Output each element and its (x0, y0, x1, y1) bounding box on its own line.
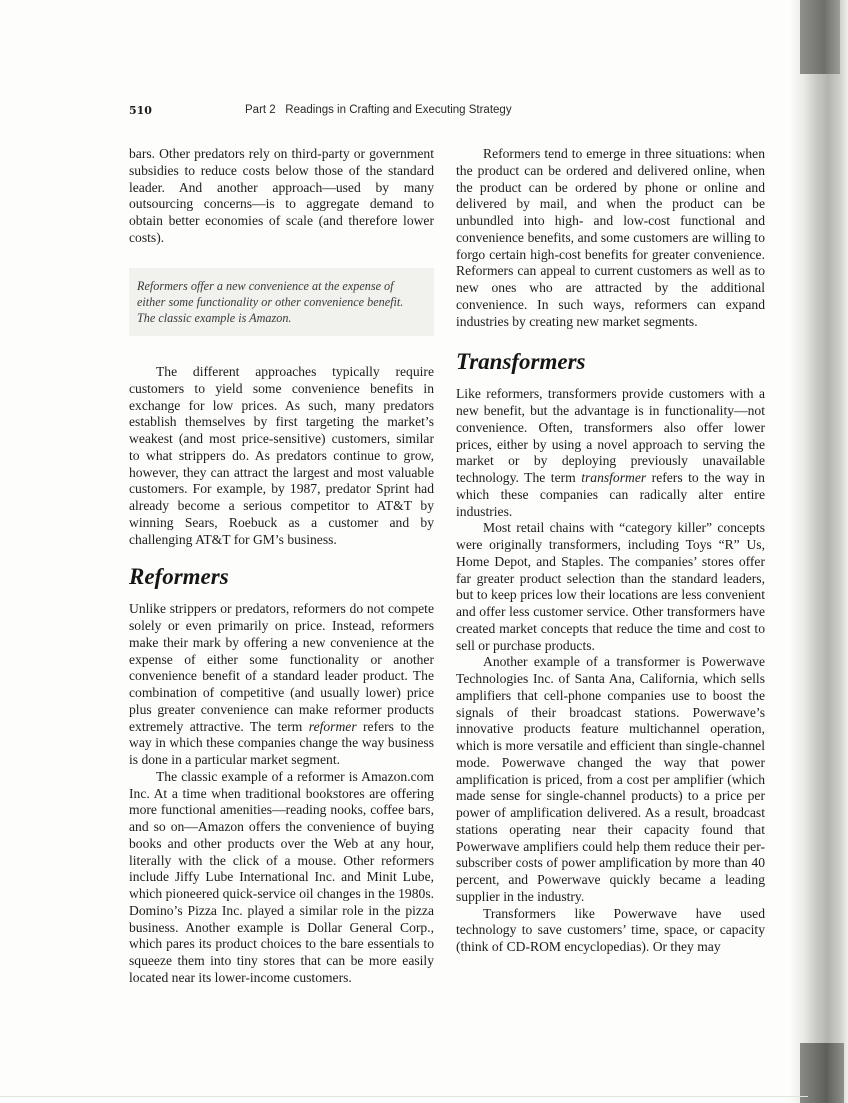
pull-quote-text: Reformers offer a new convenience at the expense of either some functionality or other convenience benefit. The classic example is Amazon. (137, 278, 404, 325)
paragraph: The classic example of a reformer is Amazon.com Inc. At a time when traditional bookstores are offering more functional amenities—reading nooks, coffee bars, and so on—Amazon offers the convenience of buying books and other products over the Web at any hour, literally with the click of a mouse. Other reformers include Jiffy Lube International Inc. and Minit Lube, which pioneered quick-service oil changes in the 1980s. Domino’s Pizza Inc. played a similar role in the pizza business. Another example is Dollar General Corp., which pares its product choices to the bare essentials to squeeze them into tiny stores that can be more easily located near its lower-income customers. (129, 768, 435, 985)
paragraph: Reformers tend to emerge in three situations: when the product can be ordered and delivered online, when the product can be ordered by phone or online and delivered by mail, and when the product can be unbundled into high- and low-cost functional and convenience benefits, and some customers are willing to forgo certain high-cost benefits for greater convenience. Reformers can appeal to current customers as well as to new ones who are attracted by the additional convenience. In such ways, reformers can expand industries by creating new market segments. (456, 146, 765, 329)
paragraph-text: refers to the way in which these companies can radically alter entire industries. (456, 470, 765, 519)
paragraph: bars. Other predators rely on third-party or government subsidies to reduce costs below those of the standard leader. And another approach—used by many outsourcing concerns—is to aggregate demand to obtain better economies of scale (and therefore lower costs). (129, 146, 434, 245)
paragraph (456, 386, 765, 520)
paragraph-text: refers to the way in which these companies change the way business is done in a particular market segment. (129, 718, 434, 768)
term-transformer: transformer (581, 470, 647, 485)
scan-shadow-top (800, 0, 840, 74)
paragraph: The different approaches typically require customers to yield some convenience benefits in exchange for low prices. As such, many predators establish themselves by first targeting the market’s weakest (and most price-sensitive) customers, similar to what strippers do. As predators continue to grow, however, they can attract the largest and most valuable customers. For example, by 1987, predator Sprint had already become a serious competitor to AT&T by winning Sears, Roebuck as a customer and by challenging AT&T for GM’s business. (129, 364, 434, 547)
scan-shadow-bottom (800, 1043, 844, 1103)
right-column (456, 146, 765, 956)
paragraph-text: Unlike strippers or predators, reformers do not compete solely or even primarily on price. Instead, reformers make their mark by offering a new convenience at the expense of either some functionality or another convenience benefit of a standard leader product. The combination of competitive (and usually lower) price plus greater convenience can make reformer products extremely attractive. The term (129, 601, 434, 734)
section-heading-reformers: Reformers (129, 564, 229, 590)
pull-quote (129, 268, 434, 337)
bottom-edge-line (0, 1096, 808, 1097)
section-heading-transformers: Transformers (456, 349, 586, 375)
page-header (129, 104, 769, 124)
page-number: 510 (129, 104, 152, 117)
left-column (129, 146, 434, 987)
paragraph-text: Like reformers, transformers provide customers with a new benefit, but the advantage is in functionality—not convenience. Often, transformers also offer lower prices, either by using a novel approach to serving the market or by deploying previously unavailable technology. The term (456, 386, 765, 485)
running-head: Part 2 Readings in Crafting and Executing Strategy (245, 104, 512, 116)
paragraph: Another example of a transformer is Powerwave Technologies Inc. of Santa Ana, California, which sells amplifiers that cell-phone companies use to boost the signals of their broadcast stations. Powerwave’s innovative products feature multichannel operation, which is more versatile and efficient than single-channel mode. Powerwave changed the way that power amplification is priced, from a cost per amplifier (which made sense for single-channel products) to a price per power of amplification delivered. As a result, broadcast stations operating near their capacity found that Powerwave amplifiers could help them reduce their per-subscriber costs of power amplification by more than 40 percent, and Powerwave quickly became a leading supplier in the industry. (456, 654, 765, 904)
paragraph: Transformers like Powerwave have used technology to save customers’ time, space, or capacity (think of CD-ROM encyclopedias). Or they may (456, 905, 765, 954)
paragraph: Most retail chains with “category killer” concepts were originally transformers, including Toys “R” Us, Home Depot, and Staples. The companies’ stores offer far greater product selection than the standard leaders, but to keep prices low their locations are less convenient and offer less customer service. Other transformers have created market concepts that reduce the time and cost to sell or purchase products. (456, 520, 765, 653)
scanned-page-edge (790, 0, 848, 1103)
paragraph (129, 601, 434, 769)
term-reformer: reformer (308, 718, 357, 734)
